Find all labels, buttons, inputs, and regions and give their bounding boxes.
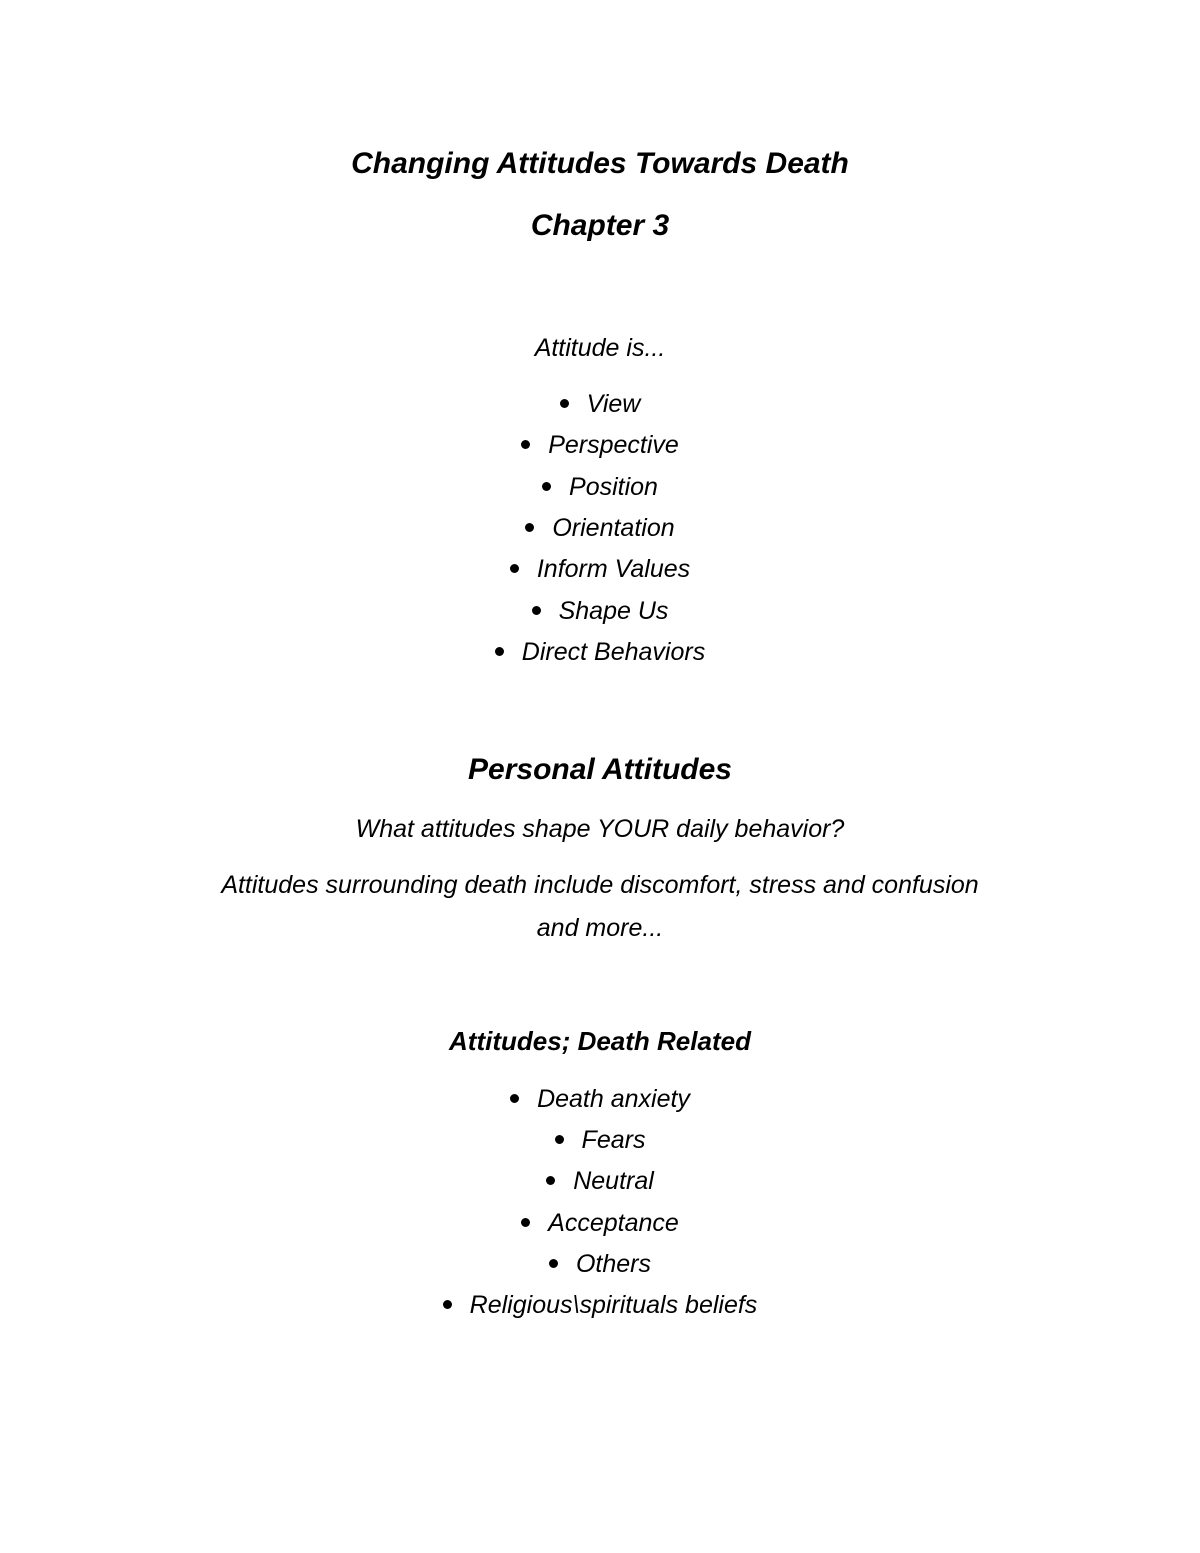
list-item: Position	[0, 475, 1200, 500]
bullet-icon	[546, 1176, 555, 1185]
list-item: Acceptance	[0, 1211, 1200, 1236]
personal-attitudes-heading: Personal Attitudes	[468, 753, 732, 786]
bullet-icon	[495, 647, 504, 656]
attitude-intro: Attitude is...	[534, 334, 666, 362]
list-item: Shape Us	[0, 599, 1200, 624]
bullet-icon	[532, 606, 541, 615]
personal-attitudes-question: What attitudes shape YOUR daily behavior?	[355, 815, 845, 843]
bullet-icon	[521, 440, 530, 449]
list-item: Religious\spirituals beliefs	[0, 1293, 1200, 1318]
document-title: Changing Attitudes Towards Death	[351, 147, 849, 180]
bullet-icon	[542, 482, 551, 491]
bullet-icon	[521, 1218, 530, 1227]
list-item: Inform Values	[0, 557, 1200, 582]
list-item: Direct Behaviors	[0, 640, 1200, 665]
bullet-icon	[510, 1094, 519, 1103]
list-item: Perspective	[0, 433, 1200, 458]
list-item: Orientation	[0, 516, 1200, 541]
list-item: View	[0, 392, 1200, 417]
bullet-icon	[549, 1259, 558, 1268]
list-item: Fears	[0, 1128, 1200, 1153]
bullet-icon	[510, 564, 519, 573]
list-item: Death anxiety	[0, 1087, 1200, 1112]
bullet-icon	[443, 1300, 452, 1309]
list-item: Others	[0, 1252, 1200, 1277]
chapter-label: Chapter 3	[530, 209, 670, 242]
death-attitudes-statement: Attitudes surrounding death include discomfort, stress and confusion	[221, 871, 979, 899]
bullet-icon	[555, 1135, 564, 1144]
bullet-icon	[525, 523, 534, 532]
death-attitudes-statement-continued: and more...	[536, 914, 664, 942]
list-item: Neutral	[0, 1169, 1200, 1194]
death-related-heading: Attitudes; Death Related	[449, 1026, 751, 1056]
bullet-icon	[560, 399, 569, 408]
